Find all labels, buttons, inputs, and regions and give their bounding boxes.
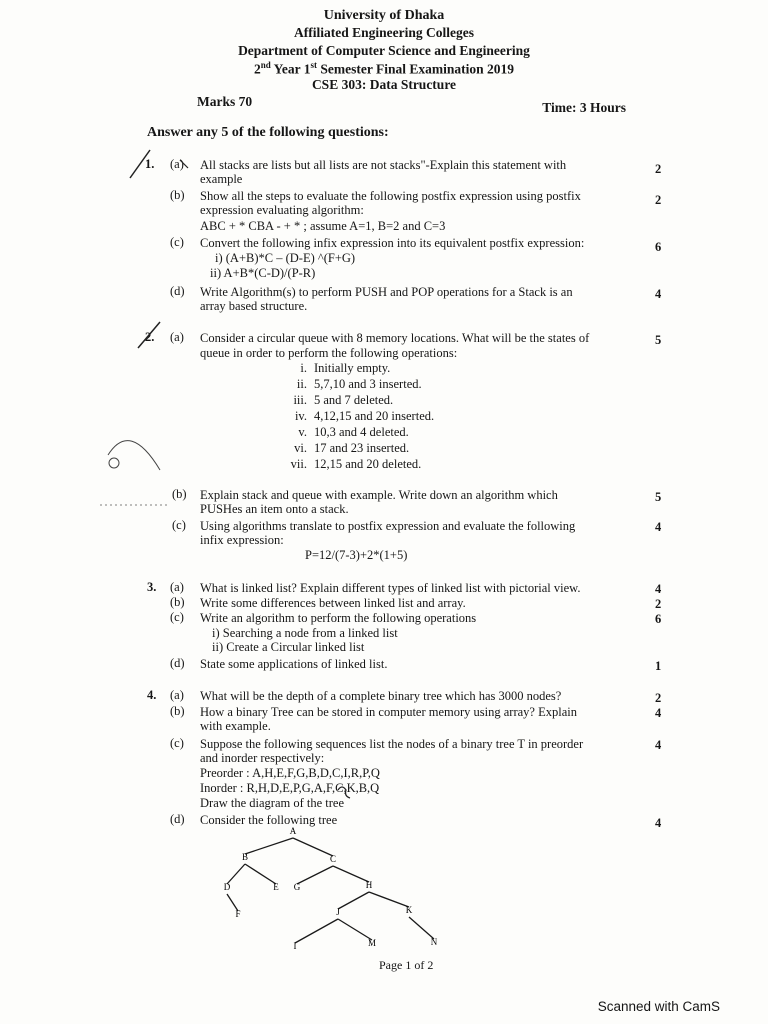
question-number: 3. bbox=[147, 580, 157, 594]
tree-node-G: G bbox=[293, 882, 301, 892]
part-label: (d) bbox=[170, 284, 185, 298]
part-label: (b) bbox=[172, 487, 187, 501]
tree-node-J: J bbox=[336, 907, 340, 917]
question-text: Consider a circular queue with 8 memory locations. What will be the states of bbox=[200, 331, 590, 345]
question-text: Write an algorithm to perform the following operations bbox=[200, 611, 477, 625]
marks-value: 2 bbox=[655, 597, 662, 611]
question-text: i) (A+B)*C – (D-E) ^(F+G) bbox=[215, 251, 356, 265]
department: Department of Computer Science and Engineering bbox=[238, 43, 530, 58]
question-text: infix expression: bbox=[200, 533, 284, 547]
tree-node-C: C bbox=[329, 854, 337, 864]
marks-value: 4 bbox=[655, 520, 662, 534]
question-text: P=12/(7-3)+2*(1+5) bbox=[305, 548, 408, 562]
scanner-watermark: Scanned with CamS bbox=[597, 999, 720, 1014]
tree-node-I: I bbox=[293, 941, 297, 951]
op-text: 17 and 23 inserted. bbox=[314, 441, 410, 455]
question-text: Convert the following infix expression into its equivalent postfix expression: bbox=[200, 236, 585, 250]
question-number: 4. bbox=[147, 688, 157, 702]
question-text: and inorder respectively: bbox=[200, 751, 325, 765]
op-number: v. bbox=[298, 425, 307, 439]
op-text: 4,12,15 and 20 inserted. bbox=[314, 409, 435, 423]
op-text: 12,15 and 20 deleted. bbox=[314, 457, 422, 471]
tree-node-K: K bbox=[405, 905, 413, 915]
question-text: Show all the steps to evaluate the following postfix expression using postfix bbox=[200, 189, 581, 203]
tree-edge-A-B bbox=[245, 838, 293, 854]
op-number: ii. bbox=[296, 377, 307, 391]
marks-value: 4 bbox=[655, 816, 662, 830]
tree-edge-B-E bbox=[245, 864, 276, 884]
op-text: 5,7,10 and 3 inserted. bbox=[314, 377, 422, 391]
question-text: Write Algorithm(s) to perform PUSH and POP operations for a Stack is an bbox=[200, 285, 573, 299]
page-number: Page 1 of 2 bbox=[379, 958, 434, 972]
op-number: vi. bbox=[294, 441, 307, 455]
question-text: Suppose the following sequences list the nodes of a binary tree T in preorder bbox=[200, 737, 584, 751]
tree-edge-K-N bbox=[409, 917, 434, 939]
question-text: Write some differences between linked list and array. bbox=[200, 596, 466, 610]
question-text: Preorder : A,H,E,F,G,B,D,C,I,R,P,Q bbox=[200, 766, 380, 780]
question-text: How a binary Tree can be stored in computer memory using array? Explain bbox=[200, 705, 577, 719]
marks-value: 6 bbox=[655, 240, 662, 254]
question-text: queue in order to perform the following operations: bbox=[200, 346, 458, 360]
question-text: example bbox=[200, 172, 243, 186]
university-name: University of Dhaka bbox=[323, 8, 445, 23]
op-text: Initially empty. bbox=[314, 361, 391, 375]
op-number: iv. bbox=[294, 409, 307, 423]
marks-value: 2 bbox=[655, 691, 662, 705]
tree-edge-C-H bbox=[333, 866, 369, 882]
part-label: (c) bbox=[170, 610, 184, 624]
tree-node-A: A bbox=[289, 826, 297, 836]
instruction: Answer any 5 of the following questions: bbox=[147, 125, 389, 140]
question-text: with example. bbox=[200, 719, 271, 733]
question-text: i) Searching a node from a linked list bbox=[212, 626, 398, 640]
tree-edge-C-G bbox=[297, 866, 333, 884]
question-text: State some applications of linked list. bbox=[200, 657, 388, 671]
tree-node-H: H bbox=[365, 880, 373, 890]
tree-edge-H-K bbox=[369, 892, 409, 907]
question-text: Using algorithms translate to postfix expression and evaluate the following bbox=[200, 519, 576, 533]
tree-edge-J-M bbox=[338, 919, 372, 940]
tree-edge-J-I bbox=[295, 919, 338, 943]
part-label: (a) bbox=[170, 330, 184, 344]
question-text: What is linked list? Explain different types of linked list with pictorial view. bbox=[200, 581, 581, 595]
tree-node-F: F bbox=[235, 909, 241, 919]
part-label: (b) bbox=[170, 188, 185, 202]
question-text: expression evaluating algorithm: bbox=[200, 203, 364, 217]
question-text: Explain stack and queue with example. Write down an algorithm which bbox=[200, 488, 558, 502]
question-text: All stacks are lists but all lists are not stacks"-Explain this statement with bbox=[200, 158, 567, 172]
part-label: (b) bbox=[170, 595, 185, 609]
question-number: 2. bbox=[145, 330, 155, 344]
question-text: What will be the depth of a complete binary tree which has 3000 nodes? bbox=[200, 689, 562, 703]
question-text: ABC + * CBA - + * ; assume A=1, B=2 and C=3 bbox=[200, 219, 446, 233]
marks-value: 4 bbox=[655, 738, 662, 752]
tree-edge-B-D bbox=[227, 864, 245, 884]
tree-node-M: M bbox=[367, 938, 377, 948]
question-text: ii) A+B*(C-D)/(P-R) bbox=[210, 266, 316, 280]
part-label: (d) bbox=[170, 656, 185, 670]
part-label: (b) bbox=[170, 704, 185, 718]
marks-value: 2 bbox=[655, 193, 662, 207]
question-text: Consider the following tree bbox=[200, 813, 338, 827]
part-label: (a) bbox=[170, 157, 184, 171]
course-title: CSE 303: Data Structure bbox=[311, 77, 457, 92]
tree-node-B: B bbox=[241, 852, 249, 862]
part-label: (a) bbox=[170, 688, 184, 702]
tree-node-E: E bbox=[273, 882, 279, 892]
question-text: Inorder : R,H,D,E,P,G,A,F,C,K,B,Q bbox=[200, 781, 380, 795]
part-label: (d) bbox=[170, 812, 185, 826]
question-text: ii) Create a Circular linked list bbox=[212, 640, 365, 654]
tree-node-D: D bbox=[223, 882, 231, 892]
marks-value: 4 bbox=[655, 287, 662, 301]
tree-edge-H-J bbox=[338, 892, 369, 909]
tree-node-N: N bbox=[430, 937, 438, 947]
part-label: (a) bbox=[170, 580, 184, 594]
op-number: iii. bbox=[293, 393, 307, 407]
marks-value: 2 bbox=[655, 162, 662, 176]
part-label: (c) bbox=[170, 736, 184, 750]
marks-value: 6 bbox=[655, 612, 662, 626]
part-label: (c) bbox=[172, 518, 186, 532]
exam-title: 2nd Year 1st Semester Final Examination 2019 bbox=[253, 60, 514, 77]
affiliation: Affiliated Engineering Colleges bbox=[294, 25, 474, 40]
marks-value: 4 bbox=[655, 582, 662, 596]
question-text: Draw the diagram of the tree bbox=[200, 796, 345, 810]
op-number: vii. bbox=[290, 457, 307, 471]
tree-edge-A-C bbox=[293, 838, 333, 856]
op-text: 5 and 7 deleted. bbox=[314, 393, 394, 407]
total-marks: Marks 70 bbox=[197, 94, 253, 109]
marks-value: 5 bbox=[655, 490, 662, 504]
op-text: 10,3 and 4 deleted. bbox=[314, 425, 409, 439]
question-text: PUSHes an item onto a stack. bbox=[200, 502, 349, 516]
part-label: (c) bbox=[170, 235, 184, 249]
marks-value: 5 bbox=[655, 333, 662, 347]
exam-duration: Time: 3 Hours bbox=[542, 100, 626, 115]
question-text: array based structure. bbox=[200, 299, 308, 313]
marks-value: 4 bbox=[655, 706, 662, 720]
op-number: i. bbox=[300, 361, 307, 375]
tree-nodes bbox=[224, 826, 438, 951]
question-number: 1. bbox=[145, 157, 155, 171]
marks-value: 1 bbox=[655, 659, 662, 673]
